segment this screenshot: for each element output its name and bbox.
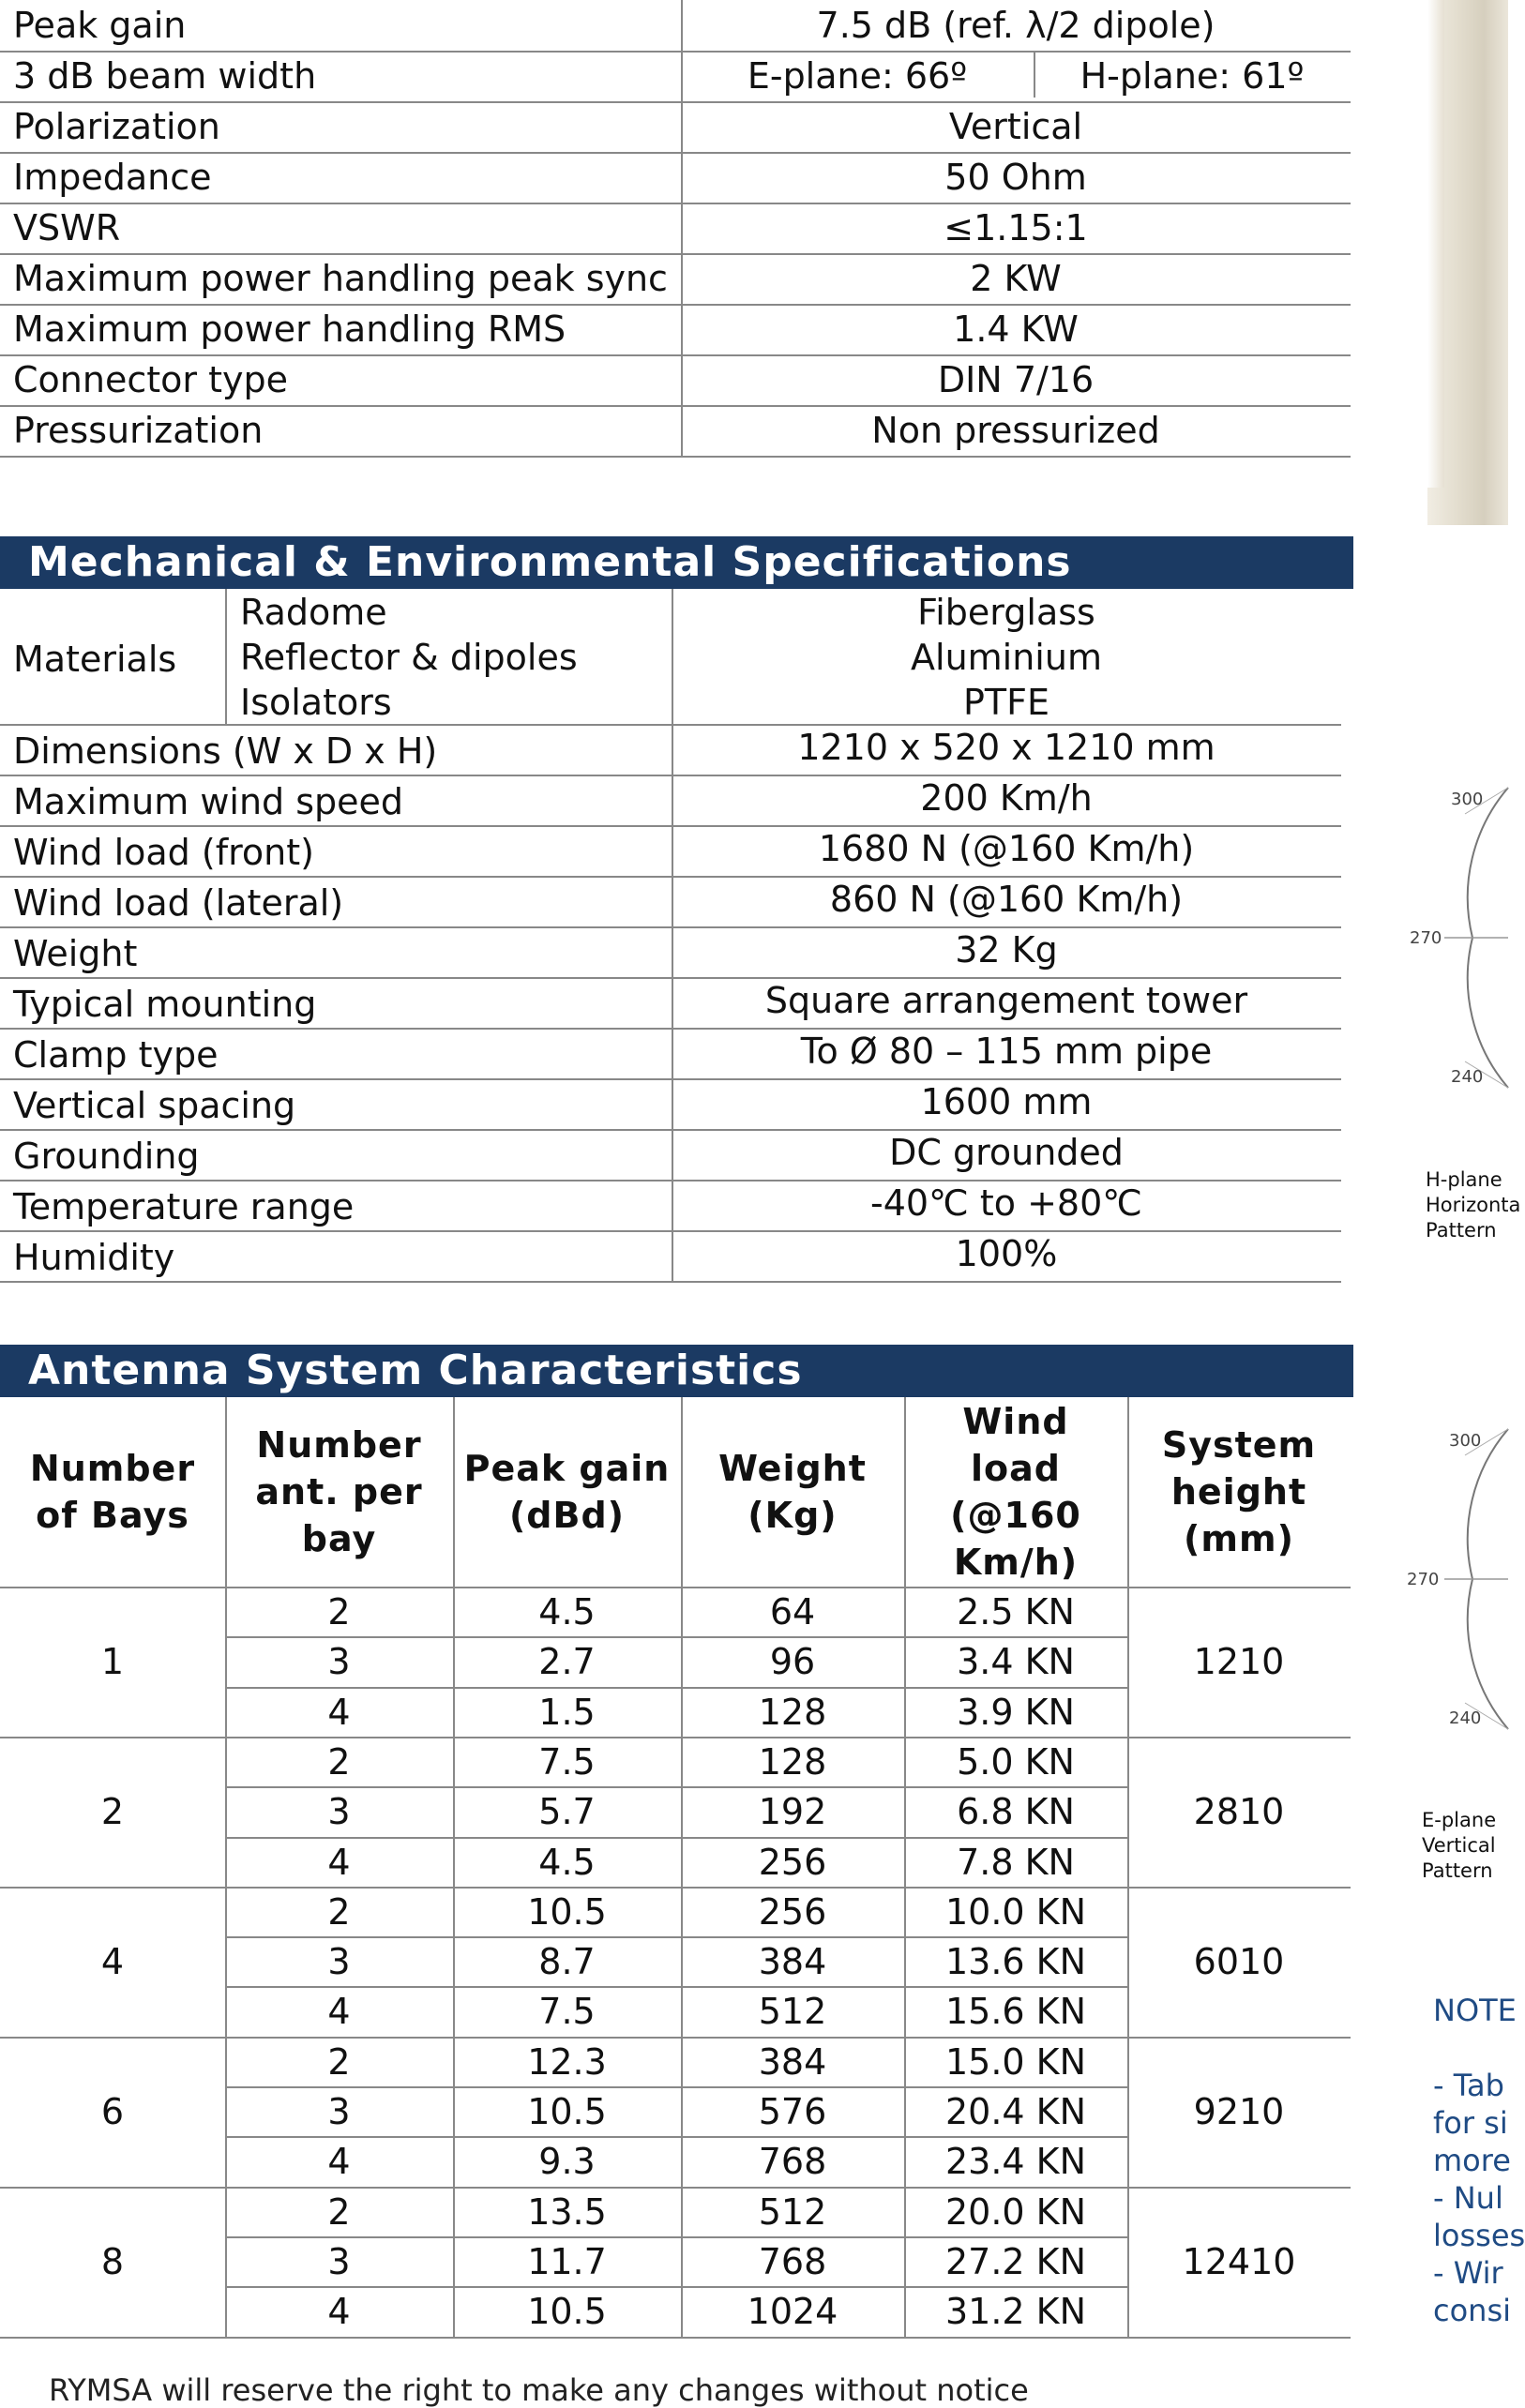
bays-cell: 8	[100, 2240, 125, 2282]
row-divider	[225, 1636, 1127, 1638]
spec-label: Clamp type	[13, 1034, 219, 1076]
table-cell: 7.8 KN	[957, 1841, 1075, 1883]
spec-label: Impedance	[13, 157, 212, 198]
spec-label: Peak gain	[13, 5, 187, 46]
spec-value: 7.5 dB (ref. λ/2 dipole)	[816, 5, 1215, 46]
spec-value: 860 N (@160 Km/h)	[829, 879, 1184, 920]
bays-cell: 6	[100, 2090, 125, 2132]
table-cell: 576	[758, 2091, 827, 2132]
group-divider	[0, 2037, 1351, 2039]
footer-disclaimer: RYMSA will reserve the right to make any changes without notice	[49, 2372, 1029, 2408]
table-cell: 3	[327, 2091, 351, 2132]
table-cell: 8.7	[538, 1941, 596, 1983]
table-cell: 20.0 KN	[944, 2190, 1087, 2233]
spec-value: 1600 mm	[920, 1081, 1093, 1122]
row-divider	[0, 1230, 1341, 1232]
column-header: Number ant. per bay	[255, 1424, 423, 1559]
bays-cell: 2	[100, 1790, 125, 1832]
row-divider	[0, 926, 1341, 928]
table-cell: 20.4 KN	[944, 2091, 1087, 2132]
table-cell: 4	[327, 2141, 351, 2183]
h-plane-caption: H-plane Horizonta Pattern	[1426, 1168, 1521, 1242]
table-cell: 10.5	[527, 2091, 607, 2132]
spec-label: Polarization	[13, 106, 220, 147]
material-part: Radome	[240, 592, 387, 633]
spec-value: 200 Km/h	[920, 777, 1093, 819]
table-cell: 9.3	[538, 2141, 596, 2183]
spec-label: Maximum wind speed	[13, 781, 404, 822]
table-cell: 2	[327, 1890, 351, 1933]
table-cell: 10.0 KN	[944, 1890, 1087, 1933]
table-cell: 768	[758, 2141, 827, 2183]
spec-label: Vertical spacing	[13, 1085, 296, 1126]
group-divider	[0, 1737, 1351, 1738]
table-cell: 64	[769, 1591, 816, 1633]
spec-value: DIN 7/16	[937, 359, 1095, 400]
e-plane-caption: E-plane Vertical Pattern	[1422, 1809, 1497, 1882]
table-cell: 384	[758, 2040, 827, 2083]
row-divider	[225, 2086, 1127, 2088]
spec-value-h-plane: H-plane: 61º	[1080, 55, 1305, 97]
cell-divider	[1034, 51, 1035, 98]
table-cell: 7.5	[538, 1991, 596, 2033]
spec-value: 1210 x 520 x 1210 mm	[797, 727, 1215, 768]
column-divider	[225, 589, 227, 724]
system-height-cell: 9210	[1193, 2090, 1285, 2132]
e-plot-tick-240: 240	[1449, 1708, 1482, 1728]
column-divider	[904, 1397, 906, 2337]
table-cell: 1.5	[538, 1691, 596, 1733]
antenna-photo-edge	[1427, 0, 1444, 488]
table-cell: 2.5 KN	[957, 1591, 1075, 1633]
spec-label: Grounding	[13, 1136, 200, 1177]
e-plot-tick-270: 270	[1407, 1570, 1440, 1589]
table-cell: 2	[327, 2190, 351, 2233]
table-cell: 31.2 KN	[944, 2291, 1087, 2333]
table-cell: 15.6 KN	[944, 1991, 1087, 2033]
table-cell: 4	[327, 1691, 351, 1733]
table-cell: 192	[758, 1791, 827, 1833]
spec-label: Maximum power handling RMS	[13, 309, 566, 350]
column-divider	[681, 0, 683, 456]
table-cell: 27.2 KN	[944, 2240, 1087, 2282]
h-plot-tick-240: 240	[1451, 1067, 1484, 1087]
materials-label: Materials	[13, 639, 177, 680]
table-cell: 5.0 KN	[957, 1740, 1075, 1783]
row-divider	[0, 405, 1351, 407]
row-divider	[0, 51, 1351, 53]
table-cell: 11.7	[527, 2240, 607, 2282]
material-part: Reflector & dipoles	[240, 637, 578, 678]
spec-value: DC grounded	[889, 1132, 1124, 1173]
system-height-cell: 1210	[1193, 1640, 1285, 1682]
table-cell: 2	[327, 1740, 351, 1783]
row-divider	[0, 1281, 1341, 1283]
table-cell: 12.3	[527, 2040, 607, 2083]
row-divider	[0, 775, 1341, 776]
table-cell: 4	[327, 2291, 351, 2333]
column-header: System height (mm)	[1161, 1424, 1317, 1559]
material-part: Isolators	[240, 682, 392, 723]
mechanical-section-header: Mechanical & Environmental Specifications	[0, 536, 1353, 589]
spec-label: Humidity	[13, 1237, 175, 1278]
spec-label: Wind load (lateral)	[13, 882, 344, 924]
table-cell: 5.7	[538, 1791, 596, 1833]
table-cell: 4.5	[538, 1841, 596, 1883]
h-plot-tick-270: 270	[1410, 928, 1442, 948]
table-cell: 15.0 KN	[944, 2040, 1087, 2083]
table-cell: 7.5	[538, 1740, 596, 1783]
spec-value: Non pressurized	[871, 410, 1160, 451]
column-header: Number of Bays	[29, 1448, 196, 1536]
spec-value: 1680 N (@160 Km/h)	[818, 828, 1195, 869]
row-divider	[0, 354, 1351, 356]
bays-cell: 1	[100, 1640, 125, 1682]
table-cell: 512	[758, 2190, 827, 2233]
column-divider	[681, 1397, 683, 2337]
row-divider	[0, 1180, 1341, 1181]
table-cell: 4	[327, 1841, 351, 1883]
table-cell: 3	[327, 1791, 351, 1833]
bays-cell: 4	[100, 1940, 125, 1982]
spec-value: 1.4 KW	[953, 309, 1079, 350]
e-plot-tick-300: 300	[1449, 1431, 1482, 1451]
row-divider	[0, 1129, 1341, 1131]
table-cell: 512	[758, 1991, 827, 2033]
row-divider	[0, 304, 1351, 306]
h-plot-tick-300: 300	[1451, 790, 1484, 809]
group-divider	[0, 2187, 1351, 2189]
material-value: Aluminium	[911, 637, 1102, 678]
system-section-header: Antenna System Characteristics	[0, 1345, 1353, 1397]
column-header: Weight (Kg)	[718, 1448, 867, 1536]
table-cell: 4	[327, 1991, 351, 2033]
table-cell: 13.6 KN	[944, 1941, 1087, 1983]
row-divider	[0, 152, 1351, 154]
column-divider	[672, 589, 673, 1281]
row-divider	[0, 456, 1351, 458]
table-cell: 3	[327, 2240, 351, 2282]
material-value: Fiberglass	[917, 592, 1095, 633]
table-cell: 6.8 KN	[957, 1791, 1075, 1833]
row-divider	[0, 977, 1341, 979]
row-divider	[0, 1078, 1341, 1080]
column-header: Wind load (@160 Km/h)	[950, 1401, 1081, 1583]
table-cell: 256	[758, 1890, 827, 1933]
row-divider	[0, 203, 1351, 204]
system-height-cell: 6010	[1193, 1940, 1285, 1982]
spec-label: Connector type	[13, 359, 288, 400]
spec-value: Vertical	[948, 106, 1083, 147]
spec-label: Pressurization	[13, 410, 264, 451]
system-height-cell: 2810	[1193, 1790, 1285, 1832]
table-cell: 4.5	[538, 1591, 596, 1633]
table-cell: 256	[758, 1841, 827, 1883]
spec-label: VSWR	[13, 207, 121, 248]
spec-value: 100%	[955, 1233, 1058, 1274]
column-header: Peak gain (dBd)	[463, 1448, 671, 1536]
table-cell: 2.7	[538, 1641, 596, 1683]
spec-label: Maximum power handling peak sync	[13, 258, 668, 299]
table-cell: 3.9 KN	[957, 1691, 1075, 1733]
spec-value: 2 KW	[970, 258, 1062, 299]
spec-value: Square arrangement tower	[764, 980, 1248, 1021]
row-divider	[225, 1986, 1127, 1988]
header-divider	[0, 1587, 1351, 1588]
table-cell: 23.4 KN	[944, 2141, 1087, 2183]
table-cell: 3	[327, 1641, 351, 1683]
row-divider	[225, 2136, 1127, 2138]
row-divider	[225, 1786, 1127, 1788]
table-cell: 128	[758, 1691, 827, 1733]
row-divider	[0, 101, 1351, 103]
table-cell: 384	[758, 1941, 827, 1983]
spec-label: Typical mounting	[13, 984, 317, 1025]
row-divider	[0, 724, 1341, 726]
spec-value: To Ø 80 – 115 mm pipe	[800, 1031, 1213, 1072]
table-cell: 96	[769, 1641, 816, 1683]
row-divider	[0, 876, 1341, 878]
material-value: PTFE	[963, 682, 1049, 723]
row-divider	[0, 1028, 1341, 1030]
notes-text: NOTE - Tab for si more - Nul losses - Wir consi	[1433, 1993, 1525, 2328]
row-divider	[225, 2286, 1127, 2288]
row-divider	[225, 1936, 1127, 1938]
table-cell: 10.5	[527, 2291, 607, 2333]
group-divider	[0, 1887, 1351, 1889]
spec-label: Weight	[13, 933, 138, 974]
table-cell: 10.5	[527, 1890, 607, 1933]
row-divider	[225, 2236, 1127, 2238]
spec-value: ≤1.15:1	[944, 207, 1088, 248]
spec-label: Wind load (front)	[13, 832, 314, 873]
table-cell: 768	[758, 2240, 827, 2282]
table-cell: 3	[327, 1941, 351, 1983]
row-divider	[225, 1837, 1127, 1839]
table-cell: 13.5	[527, 2190, 607, 2233]
table-cell: 1024	[747, 2291, 838, 2333]
column-divider	[225, 1397, 227, 2337]
row-divider	[0, 253, 1351, 255]
row-divider	[225, 1687, 1127, 1689]
column-divider	[1127, 1397, 1129, 2337]
table-cell: 2	[327, 2040, 351, 2083]
spec-value: 32 Kg	[955, 929, 1058, 971]
spec-value: 50 Ohm	[944, 157, 1087, 198]
row-divider	[0, 825, 1341, 827]
group-divider	[0, 2337, 1351, 2339]
spec-label: Dimensions (W x D x H)	[13, 730, 438, 772]
table-cell: 3.4 KN	[957, 1641, 1075, 1683]
table-cell: 2	[327, 1591, 351, 1633]
table-cell: 128	[758, 1740, 827, 1783]
spec-value: -40℃ to +80℃	[870, 1182, 1142, 1224]
system-height-cell: 12410	[1182, 2240, 1296, 2282]
spec-value-e-plane: E-plane: 66º	[747, 55, 968, 97]
spec-label: Temperature range	[13, 1186, 355, 1227]
column-divider	[453, 1397, 455, 2337]
spec-label: 3 dB beam width	[13, 55, 317, 97]
